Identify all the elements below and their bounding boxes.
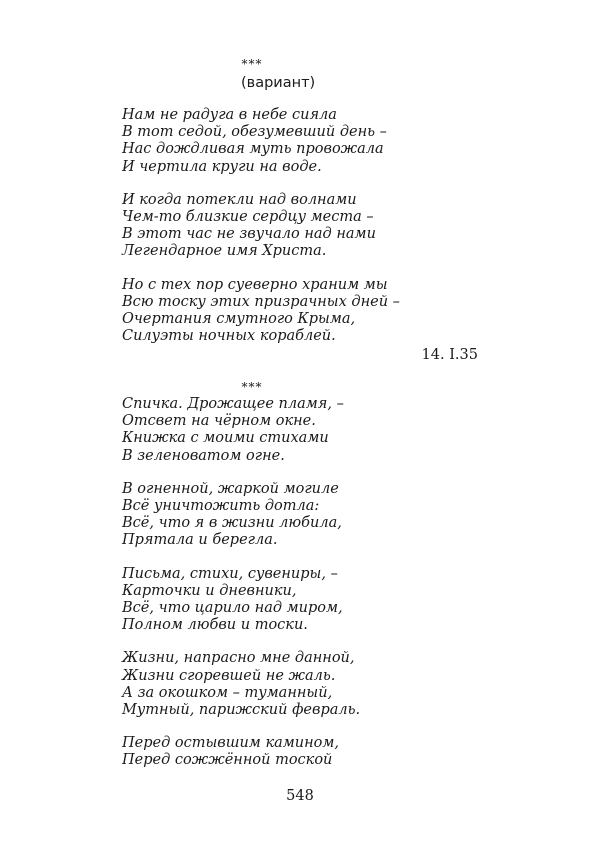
verse-line: В зеленоватом огне. (122, 447, 285, 464)
verse-line: Перед сожжённой тоской (122, 752, 333, 769)
verse-line: И чертила круги на воде. (122, 158, 322, 175)
verse-line: Легендарное имя Христа. (122, 243, 327, 260)
verse-line: Письма, стихи, сувениры, – (122, 565, 338, 582)
section-separator-stars: *** (241, 57, 263, 71)
poem-1-body (122, 107, 400, 361)
verse-line: Всё, что царило над миром, (122, 600, 343, 617)
stanza (122, 566, 360, 635)
verse-line: Мутный, парижский февраль. (122, 702, 361, 719)
verse-line: Жизни сгоревшей не жаль. (122, 667, 336, 684)
stanza (122, 107, 400, 176)
verse-line: Всё уничтожить дотла: (122, 498, 320, 515)
verse-line: В тот седой, обезумевший день – (122, 124, 387, 141)
stanza (122, 735, 360, 769)
verse-line: Нам не радуга в небе сияла (122, 107, 337, 123)
stanza (122, 396, 360, 465)
verse-line: Книжка с моими стихами (122, 430, 329, 447)
verse-line: Отсвет на чёрном окне. (122, 413, 316, 430)
stanza (122, 192, 400, 261)
verse-line: Жизни, напрасно мне данной, (122, 650, 355, 667)
poem-2-body (122, 396, 360, 786)
verse-line: Чем-то близкие сердцу места – (122, 209, 374, 226)
verse-line: Перед остывшим камином, (122, 735, 340, 752)
verse-line: Всю тоску этих призрачных дней – (122, 293, 400, 310)
stanza (122, 277, 400, 346)
stanza (122, 481, 360, 550)
poem-date: 14. I.35 (421, 347, 478, 363)
section-separator-stars: *** (241, 380, 263, 394)
verse-line: Прятала и берегла. (122, 532, 278, 549)
poem-subtitle: (вариант) (241, 75, 316, 91)
verse-line: В этот час не звучало над нами (122, 226, 376, 243)
verse-line: А за окошком – туманный, (122, 684, 333, 701)
page-number: 548 (286, 788, 314, 804)
verse-line: Силуэты ночных кораблей. (122, 328, 336, 345)
verse-line: Полном любви и тоски. (122, 617, 308, 634)
stanza (122, 650, 360, 719)
verse-line: Спичка. Дрожащее пламя, – (122, 396, 344, 412)
verse-line: Очертания смутного Крыма, (122, 311, 356, 328)
verse-line: Но с тех пор суеверно храним мы (122, 276, 388, 293)
verse-line: И когда потекли над волнами (122, 191, 357, 208)
verse-line: Нас дождливая муть провожала (122, 141, 384, 158)
verse-line: В огненной, жаркой могиле (122, 480, 339, 497)
verse-line: Карточки и дневники, (122, 582, 297, 599)
verse-line: Всё, что я в жизни любила, (122, 515, 342, 532)
